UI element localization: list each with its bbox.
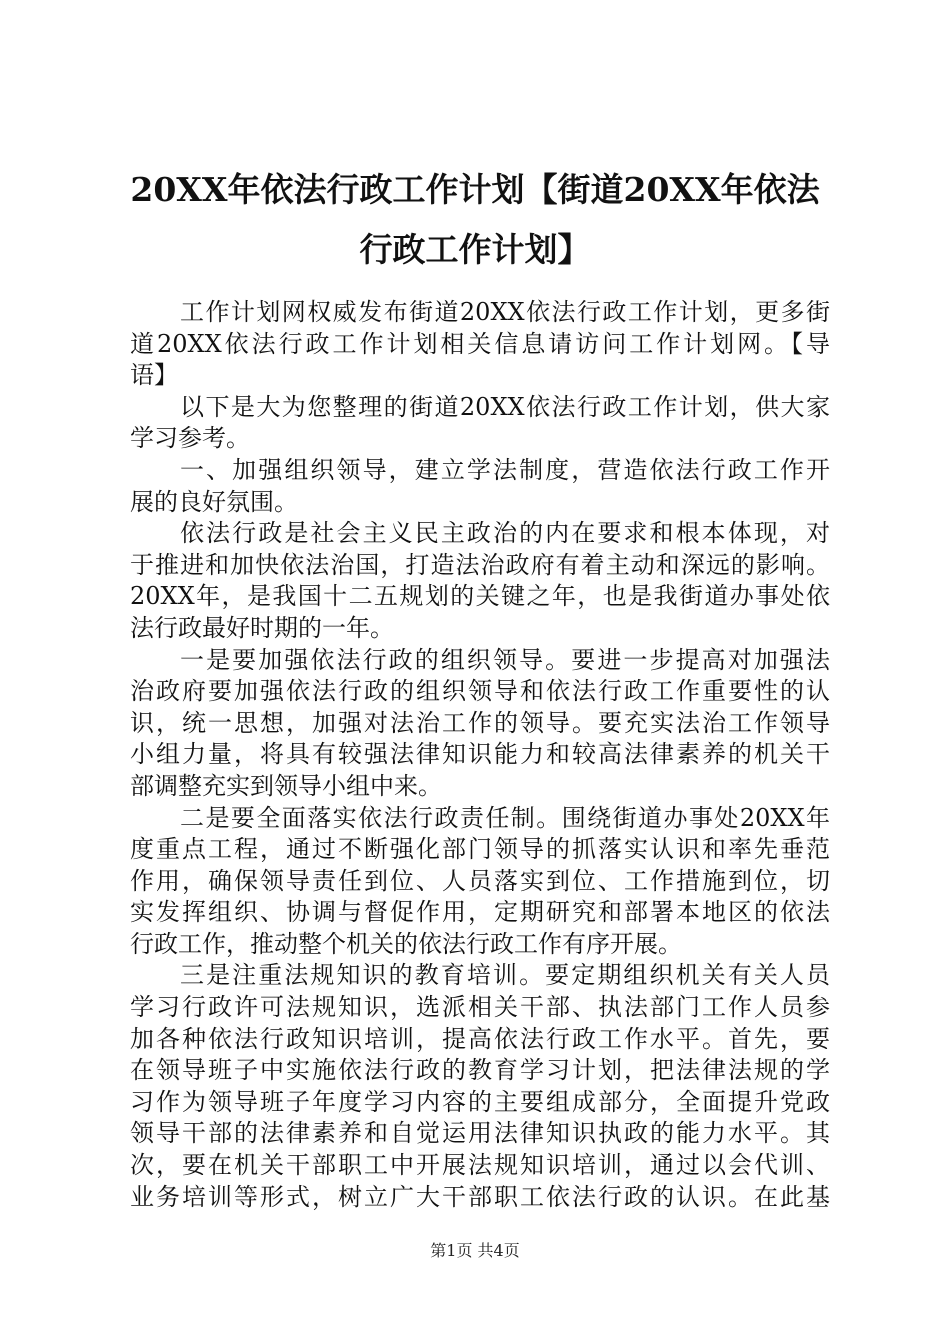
text-line: 业务培训等形式，树立广大干部职工依法行政的认识。在此基 xyxy=(130,1182,830,1211)
text-line: 作用，确保领导责任到位、人员落实到位、工作措施到位，切 xyxy=(130,866,830,895)
text-line: 识，统一思想，加强对法治工作的领导。要充实法治工作领导 xyxy=(130,708,830,737)
document-body xyxy=(130,297,830,1213)
text-line: 治政府要加强依法行政的组织领导和依法行政工作重要性的认 xyxy=(130,677,830,706)
text-line: 学习参考。 xyxy=(130,424,250,453)
text-line: 一、加强组织领导，建立学法制度，营造依法行政工作开 xyxy=(180,455,830,484)
text-line: 实发挥组织、协调与督促作用，定期研究和部署本地区的依法 xyxy=(130,898,830,927)
text-line: 加各种依法行政知识培训，提高依法行政工作水平。首先，要 xyxy=(130,1024,830,1053)
text-line: 20XX年，是我国十二五规划的关键之年，也是我街道办事处依 xyxy=(130,582,830,611)
text-line: 领导干部的法律素养和自觉运用法律知识执政的能力水平。其 xyxy=(130,1119,830,1148)
text-line: 部调整充实到领导小组中来。 xyxy=(130,771,442,800)
title-line-2: 行政工作计划】 xyxy=(359,230,591,269)
page-footer: 第1页 共4页 xyxy=(430,1241,520,1260)
text-line: 于推进和加快依法治国，打造法治政府有着主动和深远的影响。 xyxy=(130,550,830,579)
text-line: 次，要在机关干部职工中开展法规知识培训，通过以会代训、 xyxy=(130,1151,830,1180)
text-line: 依法行政是社会主义民主政治的内在要求和根本体现，对 xyxy=(180,519,830,548)
text-line: 法行政最好时期的一年。 xyxy=(130,613,394,642)
text-line: 行政工作，推动整个机关的依法行政工作有序开展。 xyxy=(130,929,682,958)
text-line: 在领导班子中实施依法行政的教育学习计划，把法律法规的学 xyxy=(130,1056,830,1085)
document-title xyxy=(120,160,830,280)
text-line: 学习行政许可法规知识，选派相关干部、执法部门工作人员参 xyxy=(130,993,830,1022)
title-line-1: 20XX年依法行政工作计划【街道20XX年依法 xyxy=(130,170,820,209)
text-line: 语】 xyxy=(130,361,178,390)
text-line: 习作为领导班子年度学习内容的主要组成部分，全面提升党政 xyxy=(130,1087,830,1116)
text-line: 展的良好氛围。 xyxy=(130,487,298,516)
text-line: 二是要全面落实依法行政责任制。围绕街道办事处20XX年 xyxy=(180,803,830,832)
text-line: 道20XX依法行政工作计划相关信息请访问工作计划网。【导 xyxy=(130,329,830,358)
text-line: 度重点工程，通过不断强化部门领导的抓落实认识和率先垂范 xyxy=(130,835,830,864)
text-line: 工作计划网权威发布街道20XX依法行政工作计划，更多街 xyxy=(180,298,830,326)
text-line: 三是注重法规知识的教育培训。要定期组织机关有关人员 xyxy=(180,961,830,990)
text-line: 小组力量，将具有较强法律知识能力和较高法律素养的机关干 xyxy=(130,740,830,769)
text-line: 以下是大为您整理的街道20XX依法行政工作计划，供大家 xyxy=(180,392,830,421)
text-line: 一是要加强依法行政的组织领导。要进一步提高对加强法 xyxy=(180,645,830,674)
